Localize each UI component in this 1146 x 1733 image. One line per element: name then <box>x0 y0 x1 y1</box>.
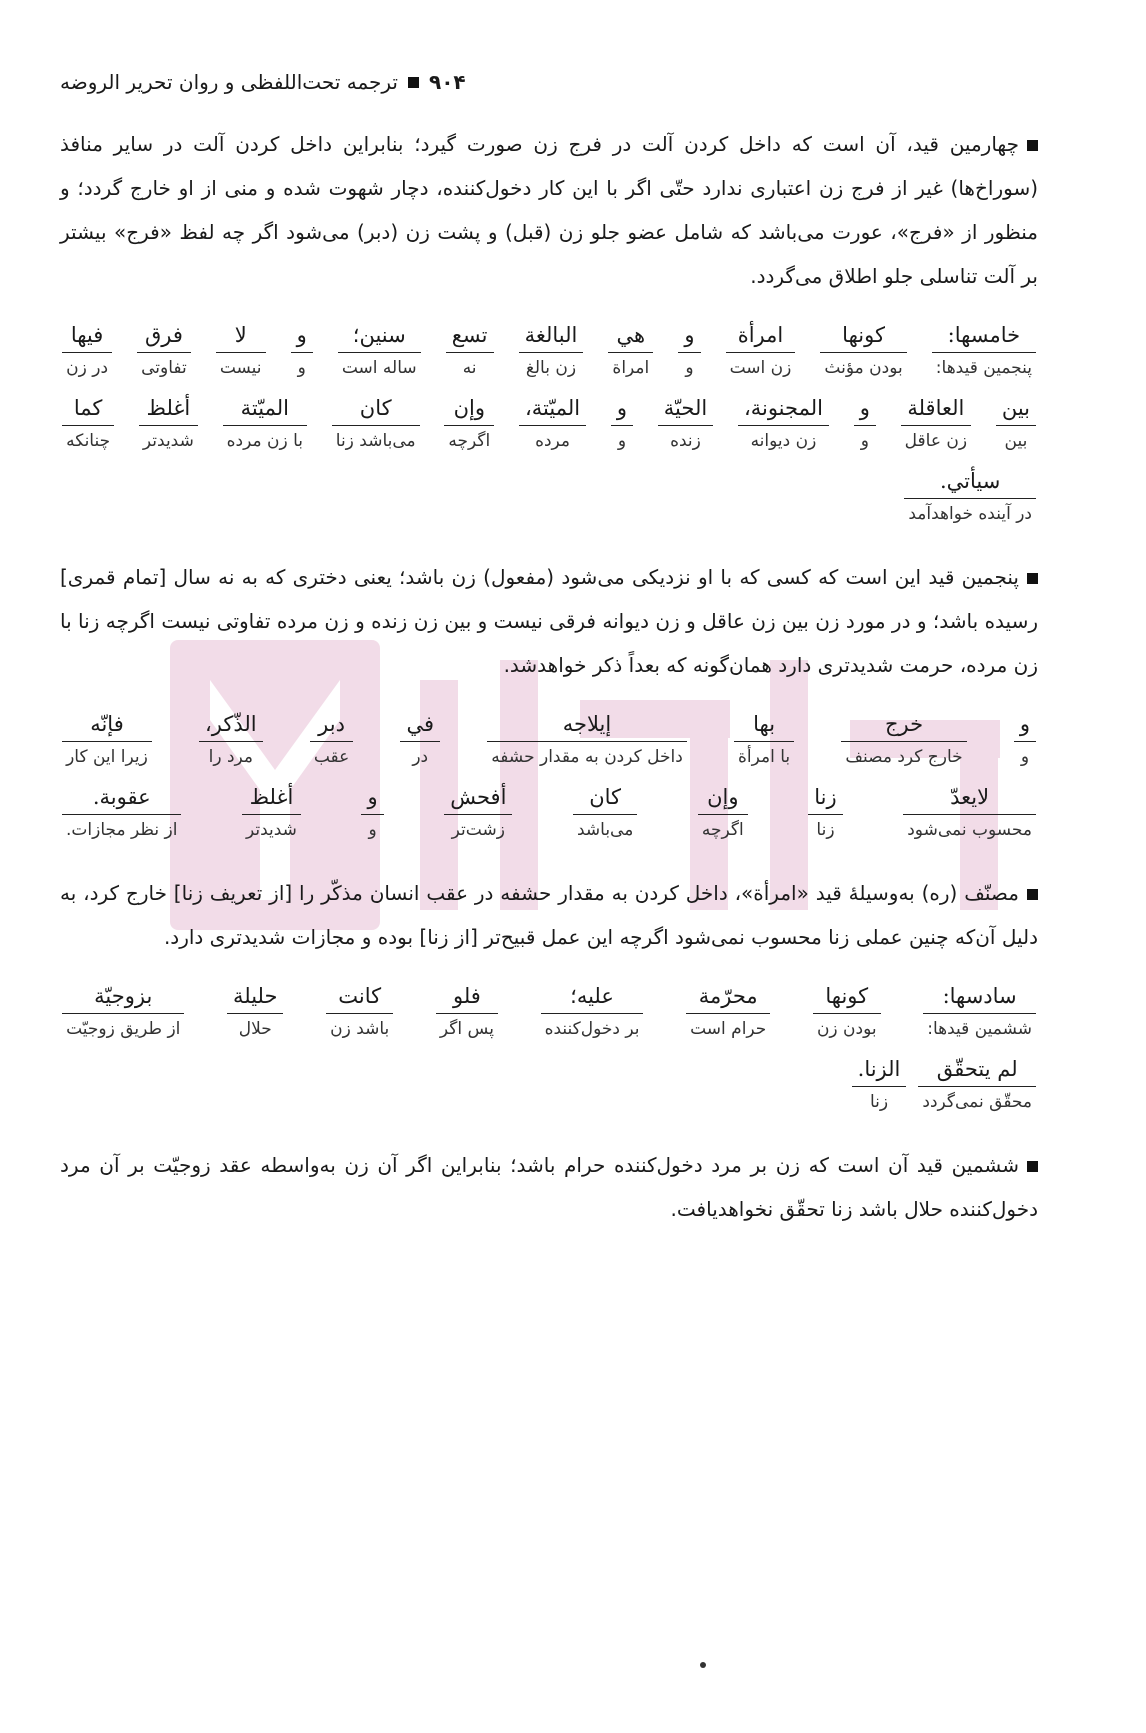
persian-gloss: خارج کرد مصنف <box>845 747 963 767</box>
persian-gloss: زنده <box>670 431 701 451</box>
persian-gloss: باشد زن <box>330 1019 390 1039</box>
arabic-word: و <box>611 391 633 426</box>
arabic-word: کما <box>62 391 114 426</box>
persian-gloss: زن عاقل <box>904 431 968 451</box>
persian-gloss: ساله است <box>341 358 417 378</box>
word-pair <box>221 391 309 456</box>
persian-gloss: در زن <box>66 358 109 378</box>
persian-gloss: امراة <box>612 358 650 378</box>
arabic-word: الحيّة <box>658 391 713 426</box>
arabic-word: لم يتحقّق <box>918 1052 1036 1087</box>
persian-gloss: از نظر مجازات. <box>66 820 178 840</box>
persian-gloss: زنا <box>816 820 835 840</box>
arabic-word: عليه؛ <box>541 979 644 1014</box>
word-pair <box>1012 707 1038 772</box>
arabic-word: إيلاجه <box>487 707 687 742</box>
word-pair <box>324 979 395 1044</box>
interlinear-translation <box>60 979 1038 1117</box>
arabic-word: بين <box>996 391 1036 426</box>
paragraph <box>60 871 1038 959</box>
word-pair <box>359 780 385 845</box>
paragraph <box>60 122 1038 298</box>
persian-gloss: حرام است <box>690 1019 767 1039</box>
ink-dot <box>700 1662 706 1668</box>
persian-gloss: زن بالغ <box>525 358 577 378</box>
page-content <box>60 70 1038 1249</box>
persian-gloss: زیرا این کار <box>66 747 148 767</box>
interlinear-line <box>60 391 1038 456</box>
arabic-word: عقوبة. <box>62 780 181 815</box>
persian-gloss: بر دخول‌کننده <box>544 1019 640 1039</box>
arabic-word: أغلظ <box>242 780 301 815</box>
arabic-word: خرج <box>841 707 966 742</box>
persian-gloss: زشت‌تر <box>451 820 505 840</box>
arabic-word: العاقلة <box>901 391 971 426</box>
arabic-word: و <box>1014 707 1036 742</box>
interlinear-line <box>60 1052 1038 1117</box>
persian-gloss: ششمین قیدها: <box>927 1019 1032 1039</box>
running-header <box>60 70 1038 94</box>
word-pair <box>434 979 500 1044</box>
arabic-word: دبر <box>310 707 353 742</box>
persian-gloss: و <box>297 358 306 378</box>
arabic-word: هي <box>608 318 653 353</box>
arabic-word: و <box>678 318 700 353</box>
arabic-word: الزنا. <box>852 1052 907 1087</box>
arabic-word: الميّتة <box>223 391 307 426</box>
paragraph-text: مصنّف (ره) به‌وسیلهٔ قید «امرأة»، داخل کردن به مقدار حشفه در عقب انسان مذکّر را [از تعریف زنا] خارج کرد، به دلیل آن‌که چنین عملی زنا محسوب نمی‌شود اگرچه این عمل قبیح‌تر [از زنا] بوده و مجازات شدیدتری دارد. <box>60 881 1038 949</box>
interlinear-line <box>60 464 1038 529</box>
arabic-word: تسع <box>446 318 494 353</box>
word-pair <box>899 391 973 456</box>
word-pair <box>444 318 496 383</box>
word-pair <box>539 979 646 1044</box>
paragraph-text: پنجمین قید این است که کسی که با او نزدیکی می‌شود (مفعول) زن باشد؛ یعنی دختری که به نه سال [تمام قمری] رسیده باشد؛ و در مورد زن بین زن عاقل و زن دیوانه فرقی نیست و بین زن زنده و زن مرده تفاوتی نیست اگرچه زنا با زن مرده، حرمت شدیدتری دارد همان‌گونه که بعداً ذکر خواهدشد. <box>60 565 1038 677</box>
word-pair <box>850 1052 909 1117</box>
word-pair <box>902 464 1038 529</box>
word-pair <box>398 707 442 772</box>
word-pair <box>606 318 655 383</box>
word-pair <box>852 391 878 456</box>
persian-gloss: مرده <box>535 431 571 451</box>
word-pair <box>839 707 968 772</box>
word-pair <box>732 707 796 772</box>
paragraph-text: چهارمین قید، آن است که داخل کردن آلت در فرج زن صورت گیرد؛ بنابراین داخل کردن آلت در سایر منافذ (سوراخ‌ها) غیر از فرج زن اعتباری ندارد حتّی اگر با این کار دخول‌کننده، دچار شهوت شده و منی از او خارج گردد؛ و منظور از «فرج»، عورت می‌باشد که شامل عضو جلو زن (قبل) و پشت زن (دبر) می‌شود اگر چه لفظ «فرج» بیشتر بر آلت تناسلی جلو اطلاق می‌گردد. <box>60 132 1038 288</box>
arabic-word: فإنّه <box>62 707 152 742</box>
persian-gloss: شدیدتر <box>142 431 194 451</box>
arabic-word: خامسها: <box>932 318 1036 353</box>
word-pair <box>684 979 772 1044</box>
persian-gloss: محقّق نمی‌گردد <box>922 1092 1032 1112</box>
arabic-word: کان <box>332 391 420 426</box>
interlinear-line <box>60 979 1038 1044</box>
word-pair <box>818 318 908 383</box>
persian-gloss: پس اگر <box>439 1019 494 1039</box>
persian-gloss: با زن مرده <box>226 431 303 451</box>
word-pair <box>930 318 1038 383</box>
arabic-word: أغلظ <box>139 391 198 426</box>
persian-gloss: زن است <box>729 358 792 378</box>
word-pair <box>921 979 1038 1044</box>
bullet-square-icon <box>1027 573 1038 584</box>
persian-gloss: و <box>1020 747 1030 767</box>
arabic-word: وإن <box>698 780 748 815</box>
paragraph <box>60 1143 1038 1231</box>
persian-gloss: و <box>860 431 869 451</box>
persian-gloss: با امرأة <box>738 747 791 767</box>
arabic-word: الميّتة، <box>519 391 586 426</box>
arabic-word: کونها <box>820 318 906 353</box>
body-flow <box>60 122 1038 1231</box>
word-pair <box>214 318 268 383</box>
persian-gloss: نه <box>462 358 477 378</box>
word-pair <box>656 391 715 456</box>
word-pair <box>225 979 285 1044</box>
paragraph <box>60 555 1038 687</box>
persian-gloss: عقب <box>313 747 350 767</box>
word-pair <box>197 707 265 772</box>
word-pair <box>485 707 689 772</box>
interlinear-translation <box>60 707 1038 845</box>
word-pair <box>60 707 154 772</box>
word-pair <box>60 780 183 845</box>
arabic-word: وإن <box>444 391 494 426</box>
word-pair <box>330 391 422 456</box>
arabic-word: حليلة <box>227 979 283 1014</box>
bullet-square-icon <box>1027 140 1038 151</box>
persian-gloss: پنجمین قیدها: <box>935 358 1032 378</box>
persian-gloss: مرد را <box>208 747 254 767</box>
word-pair <box>916 1052 1038 1117</box>
persian-gloss: تفاوتی <box>141 358 187 378</box>
word-pair <box>571 780 639 845</box>
persian-gloss: حلال <box>238 1019 272 1039</box>
word-pair <box>289 318 315 383</box>
persian-gloss: بودن زن <box>816 1019 877 1039</box>
arabic-word: بزوجيّة <box>62 979 184 1014</box>
persian-gloss: بودن مؤنث <box>824 358 903 378</box>
arabic-word: و <box>361 780 383 815</box>
word-pair <box>336 318 423 383</box>
persian-gloss: محسوب نمی‌شود <box>907 820 1032 840</box>
persian-gloss: بین <box>1004 431 1028 451</box>
arabic-word: محرّمة <box>686 979 770 1014</box>
persian-gloss: شدیدتر <box>245 820 297 840</box>
arabic-word: سادسها: <box>923 979 1036 1014</box>
arabic-word: فلو <box>436 979 498 1014</box>
word-pair <box>609 391 635 456</box>
word-pair <box>135 318 193 383</box>
arabic-word: الذّکر، <box>199 707 263 742</box>
word-pair <box>724 318 798 383</box>
page-number: ۹۰۴ <box>429 70 466 94</box>
arabic-word: و <box>291 318 313 353</box>
persian-gloss: در <box>412 747 429 767</box>
word-pair <box>696 780 750 845</box>
arabic-word: کونها <box>813 979 881 1014</box>
bullet-square-icon <box>1027 889 1038 900</box>
header-square-icon <box>408 77 419 88</box>
interlinear-line <box>60 780 1038 845</box>
word-pair <box>240 780 303 845</box>
arabic-word: سيأتي. <box>904 464 1036 499</box>
persian-gloss: داخل کردن به مقدار حشفه <box>491 747 683 767</box>
word-pair <box>901 780 1038 845</box>
arabic-word: کانت <box>326 979 393 1014</box>
arabic-word: في <box>400 707 440 742</box>
interlinear-translation <box>60 318 1038 529</box>
persian-gloss: و <box>685 358 694 378</box>
persian-gloss: نیست <box>219 358 262 378</box>
arabic-word: البالغة <box>519 318 584 353</box>
word-pair <box>517 318 586 383</box>
word-pair <box>994 391 1038 456</box>
arabic-word: فيها <box>62 318 112 353</box>
word-pair <box>137 391 200 456</box>
persian-gloss: زن دیوانه <box>750 431 817 451</box>
arabic-word: زنا <box>808 780 842 815</box>
persian-gloss: از طریق زوجیّت <box>66 1019 181 1039</box>
persian-gloss: و <box>617 431 627 451</box>
persian-gloss: و <box>368 820 377 840</box>
persian-gloss: زنا <box>869 1092 889 1112</box>
arabic-word: المجنونة، <box>738 391 829 426</box>
persian-gloss: اگرچه <box>448 431 491 451</box>
word-pair <box>60 391 116 456</box>
word-pair <box>60 318 114 383</box>
arabic-word: و <box>854 391 876 426</box>
arabic-word: فرق <box>137 318 191 353</box>
arabic-word: امرأة <box>726 318 796 353</box>
persian-gloss: در آینده خواهدآمد <box>908 504 1032 524</box>
arabic-word: لا <box>216 318 266 353</box>
word-pair <box>442 391 496 456</box>
persian-gloss: اگرچه <box>701 820 744 840</box>
arabic-word: کان <box>573 780 637 815</box>
arabic-word: لايعدّ <box>903 780 1036 815</box>
word-pair <box>442 780 514 845</box>
arabic-word: بها <box>734 707 794 742</box>
persian-gloss: چنانکه <box>66 431 111 451</box>
interlinear-line <box>60 318 1038 383</box>
word-pair <box>308 707 355 772</box>
word-pair <box>811 979 883 1044</box>
word-pair <box>60 979 186 1044</box>
word-pair <box>736 391 831 456</box>
book-title: ترجمه تحت‌اللفظی و روان تحریر الروضه <box>60 70 398 94</box>
persian-gloss: می‌باشد <box>576 820 634 840</box>
persian-gloss: می‌باشد زنا <box>335 431 416 451</box>
arabic-word: سنين؛ <box>338 318 421 353</box>
arabic-word: أفحش <box>444 780 512 815</box>
word-pair <box>676 318 702 383</box>
bullet-square-icon <box>1027 1161 1038 1172</box>
word-pair <box>806 780 844 845</box>
interlinear-line <box>60 707 1038 772</box>
paragraph-text: ششمین قید آن است که زن بر مرد دخول‌کننده حرام باشد؛ بنابراین اگر آن زن به‌واسطه عقد زوجیّت بر آن مرد دخول‌کننده حلال باشد زنا تحقّق نخواهدیافت. <box>60 1153 1038 1221</box>
word-pair <box>517 391 588 456</box>
